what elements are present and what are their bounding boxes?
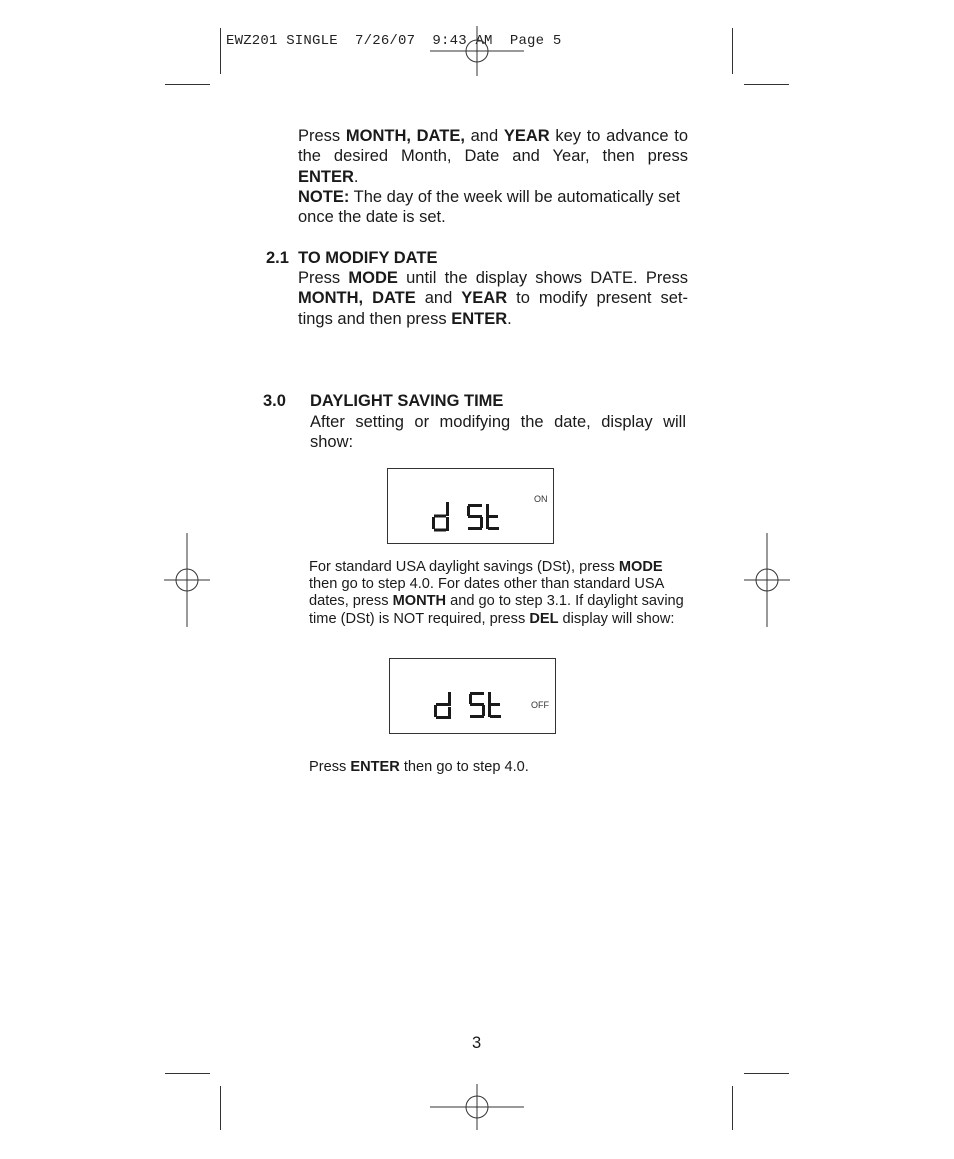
- section-2-1-body: Press MODE until the display shows DATE. Press MONTH, DATE and YEAR to modify present set-tings and then press ENTER.: [298, 269, 688, 328]
- registration-target-top: [430, 26, 524, 76]
- lcd-digits-dst: [390, 659, 555, 733]
- standard-usa-paragraph: For standard USA daylight savings (DSt), press MODE then go to step 4.0. For dates other than standard USA dates, press MONTH and go to step 3.1. If daylight saving time (DSt) is NOT required, press DEL display will show:: [309, 559, 684, 627]
- registration-target-bottom: [430, 1084, 524, 1130]
- lcd-digits-dst: [388, 469, 553, 543]
- lcd-indicator-off: OFF: [531, 700, 549, 710]
- section-3-0-body: After setting or modifying the date, display will show:: [310, 413, 686, 452]
- lcd-indicator-on: ON: [534, 494, 548, 504]
- print-slug-line: EWZ201 SINGLE 7/26/07 9:43 AM Page 5: [226, 33, 562, 49]
- page-number: 3: [472, 1034, 482, 1052]
- registration-target-left: [164, 533, 210, 627]
- final-paragraph: Press ENTER then go to step 4.0.: [309, 759, 529, 775]
- lcd-display-dst-on: [387, 468, 554, 544]
- section-2-1-heading: 2.1 TO MODIFY DATE: [266, 249, 438, 267]
- section-3-0-number: 3.0: [263, 392, 286, 410]
- intro-note: NOTE: The day of the week will be automatically set once the date is set.: [298, 188, 681, 227]
- lcd-display-dst-off: [389, 658, 556, 734]
- registration-target-right: [744, 533, 790, 627]
- intro-paragraph: Press MONTH, DATE, and YEAR key to advance to the desired Month, Date and Year, then press ENTER.: [298, 127, 689, 186]
- section-3-0-title: DAYLIGHT SAVING TIME: [310, 392, 504, 410]
